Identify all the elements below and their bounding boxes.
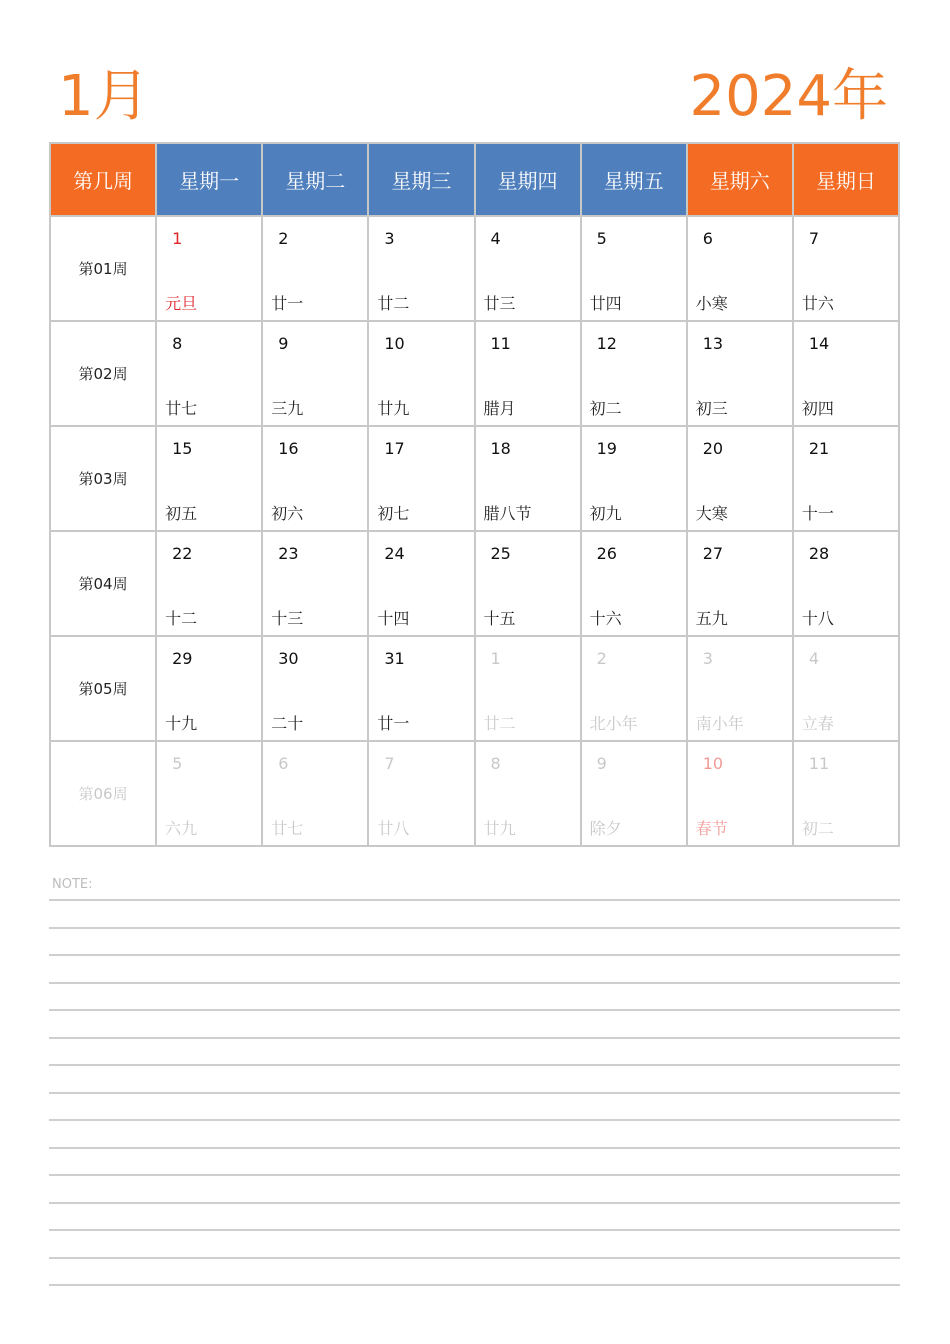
lunar-date: 廿二 bbox=[483, 714, 516, 733]
day-cell[interactable] bbox=[475, 741, 581, 846]
note-line bbox=[49, 1119, 900, 1121]
note-line bbox=[49, 1009, 900, 1011]
header-monday: 星期一 bbox=[156, 143, 262, 216]
day-number: 16 bbox=[278, 439, 299, 458]
day-number: 11 bbox=[490, 334, 511, 353]
week-row bbox=[50, 636, 899, 741]
lunar-date: 立春 bbox=[801, 714, 834, 733]
lunar-date: 十九 bbox=[165, 714, 198, 733]
day-number: 27 bbox=[702, 544, 724, 563]
day-cell[interactable] bbox=[475, 216, 581, 321]
lunar-date: 廿八 bbox=[377, 819, 410, 838]
day-number: 1 bbox=[490, 649, 501, 668]
note-line bbox=[49, 1284, 900, 1286]
day-number: 26 bbox=[596, 544, 617, 563]
lunar-date: 小寒 bbox=[695, 294, 728, 313]
lunar-date: 大寒 bbox=[695, 504, 728, 523]
week-row bbox=[50, 531, 899, 636]
year-title: 2024年 bbox=[689, 64, 888, 129]
lunar-date: 廿三 bbox=[483, 294, 516, 313]
day-number: 5 bbox=[596, 229, 607, 248]
lunar-date: 初六 bbox=[271, 504, 304, 523]
day-cell[interactable] bbox=[581, 321, 687, 426]
day-cell[interactable] bbox=[262, 321, 368, 426]
lunar-date: 北小年 bbox=[589, 714, 638, 733]
week-row bbox=[50, 321, 899, 426]
week-label: 第06周 bbox=[50, 741, 156, 846]
note-line bbox=[49, 954, 900, 956]
day-number: 18 bbox=[490, 439, 511, 458]
day-number: 5 bbox=[172, 754, 183, 773]
day-number: 25 bbox=[490, 544, 511, 563]
day-number: 13 bbox=[702, 334, 724, 353]
header-sunday: 星期日 bbox=[793, 143, 899, 216]
day-number: 10 bbox=[384, 334, 405, 353]
note-line bbox=[49, 1092, 900, 1094]
day-cell[interactable] bbox=[581, 531, 687, 636]
week-label: 第05周 bbox=[50, 636, 156, 741]
lunar-date: 十一 bbox=[801, 504, 834, 523]
day-cell[interactable] bbox=[687, 741, 793, 846]
day-number: 15 bbox=[172, 439, 193, 458]
day-cell[interactable] bbox=[475, 321, 581, 426]
day-cell[interactable] bbox=[156, 321, 262, 426]
day-number: 12 bbox=[596, 334, 617, 353]
day-cell[interactable] bbox=[156, 216, 262, 321]
note-line bbox=[49, 1147, 900, 1149]
day-cell[interactable] bbox=[793, 216, 899, 321]
header-row bbox=[50, 143, 899, 216]
lunar-date: 六九 bbox=[165, 819, 198, 838]
lunar-date: 廿七 bbox=[271, 819, 304, 838]
day-cell[interactable] bbox=[262, 216, 368, 321]
header-saturday: 星期六 bbox=[687, 143, 793, 216]
header-friday: 星期五 bbox=[581, 143, 687, 216]
lunar-date: 初九 bbox=[589, 504, 622, 523]
day-cell[interactable] bbox=[687, 216, 793, 321]
header-wednesday: 星期三 bbox=[368, 143, 474, 216]
lunar-date: 十八 bbox=[801, 609, 834, 628]
header-week-number: 第几周 bbox=[50, 143, 156, 216]
note-line bbox=[49, 1174, 900, 1176]
lunar-date: 廿九 bbox=[377, 399, 410, 418]
day-number: 9 bbox=[278, 334, 289, 353]
day-number: 21 bbox=[808, 439, 830, 458]
lunar-date: 廿九 bbox=[483, 819, 516, 838]
day-number: 7 bbox=[384, 754, 395, 773]
day-number: 29 bbox=[172, 649, 193, 668]
header-tuesday: 星期二 bbox=[262, 143, 368, 216]
day-cell[interactable] bbox=[793, 741, 899, 846]
day-number: 6 bbox=[278, 754, 289, 773]
lunar-date: 廿四 bbox=[589, 294, 622, 313]
lunar-date: 初七 bbox=[377, 504, 410, 523]
day-number: 10 bbox=[702, 754, 724, 773]
day-number: 23 bbox=[278, 544, 299, 563]
lunar-date: 初五 bbox=[165, 504, 198, 523]
day-cell[interactable] bbox=[581, 216, 687, 321]
day-number: 8 bbox=[172, 334, 183, 353]
lunar-date: 廿一 bbox=[271, 294, 304, 313]
day-number: 24 bbox=[384, 544, 405, 563]
day-cell[interactable] bbox=[156, 426, 262, 531]
day-number: 2 bbox=[278, 229, 289, 248]
lunar-date: 初三 bbox=[695, 399, 728, 418]
day-cell[interactable] bbox=[581, 741, 687, 846]
day-cell[interactable] bbox=[581, 426, 687, 531]
lunar-date: 廿二 bbox=[377, 294, 410, 313]
day-number: 20 bbox=[702, 439, 724, 458]
day-cell[interactable] bbox=[475, 426, 581, 531]
day-cell[interactable] bbox=[475, 636, 581, 741]
lunar-date: 南小年 bbox=[695, 714, 744, 733]
note-line bbox=[49, 1037, 900, 1039]
day-number: 11 bbox=[808, 754, 830, 773]
day-cell[interactable] bbox=[156, 741, 262, 846]
week-label: 第02周 bbox=[50, 321, 156, 426]
calendar-table bbox=[49, 142, 900, 847]
day-number: 6 bbox=[702, 229, 713, 248]
day-cell[interactable] bbox=[793, 321, 899, 426]
day-number: 4 bbox=[808, 649, 820, 668]
lunar-date: 十二 bbox=[165, 609, 198, 628]
week-label: 第01周 bbox=[50, 216, 156, 321]
day-number: 3 bbox=[384, 229, 395, 248]
day-cell[interactable] bbox=[793, 636, 899, 741]
week-label: 第03周 bbox=[50, 426, 156, 531]
note-line bbox=[49, 982, 900, 984]
day-cell[interactable] bbox=[156, 531, 262, 636]
day-cell[interactable] bbox=[262, 636, 368, 741]
header-thursday: 星期四 bbox=[475, 143, 581, 216]
week-label: 第04周 bbox=[50, 531, 156, 636]
day-number: 22 bbox=[172, 544, 193, 563]
note-label: NOTE: bbox=[52, 877, 93, 892]
lunar-date: 廿七 bbox=[165, 399, 198, 418]
day-cell[interactable] bbox=[687, 636, 793, 741]
day-number: 8 bbox=[490, 754, 501, 773]
lunar-date: 腊月 bbox=[483, 399, 516, 418]
week-row bbox=[50, 216, 899, 321]
day-cell[interactable] bbox=[687, 531, 793, 636]
lunar-date: 十六 bbox=[589, 609, 622, 628]
note-line bbox=[49, 1202, 900, 1204]
day-cell[interactable] bbox=[793, 531, 899, 636]
lunar-date: 十三 bbox=[271, 609, 304, 628]
day-cell[interactable] bbox=[793, 426, 899, 531]
day-cell[interactable] bbox=[475, 531, 581, 636]
lunar-date: 五九 bbox=[695, 609, 728, 628]
day-cell[interactable] bbox=[262, 531, 368, 636]
day-number: 2 bbox=[596, 649, 607, 668]
day-cell[interactable] bbox=[368, 741, 474, 846]
month-title: 1月 bbox=[58, 64, 150, 129]
note-line bbox=[49, 1257, 900, 1259]
day-cell[interactable] bbox=[368, 321, 474, 426]
lunar-date: 三九 bbox=[271, 399, 304, 418]
lunar-date: 初四 bbox=[801, 399, 834, 418]
week-row bbox=[50, 426, 899, 531]
lunar-date: 春节 bbox=[695, 819, 728, 838]
lunar-date: 除夕 bbox=[589, 819, 622, 838]
lunar-date: 廿一 bbox=[377, 714, 410, 733]
day-number: 3 bbox=[702, 649, 713, 668]
day-cell[interactable] bbox=[687, 426, 793, 531]
day-number: 9 bbox=[596, 754, 607, 773]
day-cell[interactable] bbox=[368, 216, 474, 321]
lunar-date: 初二 bbox=[589, 399, 622, 418]
week-row bbox=[50, 741, 899, 846]
note-line bbox=[49, 899, 900, 901]
lunar-date: 二十 bbox=[271, 714, 304, 733]
note-line bbox=[49, 927, 900, 929]
day-cell[interactable] bbox=[262, 426, 368, 531]
calendar-body bbox=[50, 216, 899, 846]
day-cell[interactable] bbox=[368, 531, 474, 636]
lunar-date: 腊八节 bbox=[483, 504, 532, 523]
day-cell[interactable] bbox=[262, 741, 368, 846]
day-number: 31 bbox=[384, 649, 405, 668]
day-cell[interactable] bbox=[368, 636, 474, 741]
lunar-date: 元旦 bbox=[165, 294, 198, 313]
lunar-date: 十五 bbox=[483, 609, 516, 628]
lunar-date: 十四 bbox=[377, 609, 410, 628]
lunar-date: 廿六 bbox=[801, 294, 834, 313]
lunar-date: 初二 bbox=[801, 819, 834, 838]
day-number: 17 bbox=[384, 439, 405, 458]
day-number: 28 bbox=[808, 544, 830, 563]
day-number: 19 bbox=[596, 439, 617, 458]
day-number: 4 bbox=[490, 229, 501, 248]
day-cell[interactable] bbox=[687, 321, 793, 426]
note-line bbox=[49, 1229, 900, 1231]
note-line bbox=[49, 1064, 900, 1066]
day-cell[interactable] bbox=[156, 636, 262, 741]
day-cell[interactable] bbox=[581, 636, 687, 741]
day-number: 30 bbox=[278, 649, 299, 668]
day-number: 7 bbox=[808, 229, 820, 248]
day-number: 1 bbox=[172, 229, 183, 248]
day-number: 14 bbox=[808, 334, 830, 353]
day-cell[interactable] bbox=[368, 426, 474, 531]
